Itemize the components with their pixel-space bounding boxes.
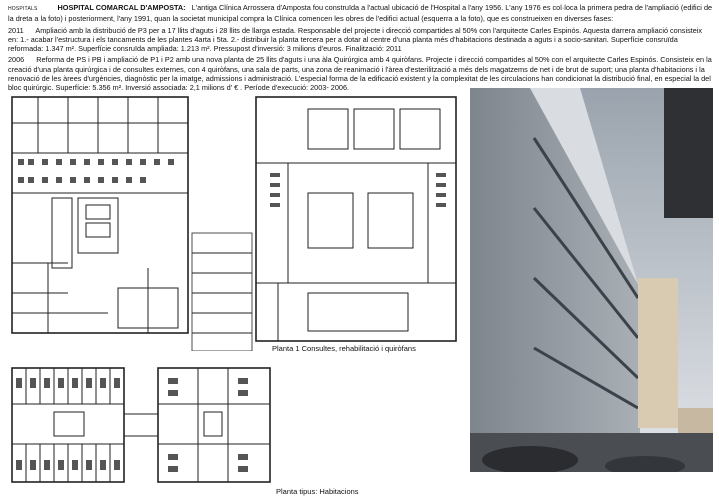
intro-text: L'antiga Clínica Arrossera d'Amposta fou construïda a l'actual ubicació de l'Hospital a l'any 1956. L'any 1976 es col·loca la primera pedra de l'ampliació (edifici de la dreta a la foto) i posteriorment, l'any 1991, quan la societat municipal compra la Clínica comencen les obres de l'edifici actual (esquerra a la foto), que es construeixen en diverses fases: [8, 3, 713, 24]
building-photo-drawing [470, 88, 713, 472]
project-title: HOSPITAL COMARCAL D'AMPOSTA: [57, 3, 186, 12]
floor-plan-2-drawing [8, 364, 278, 486]
phase-text: Reforma de PS i PB i ampliació de P1 i P2 amb una nova planta de 25 llits d'aguts i una àla Quirúrgica amb 4 quiròfans. Projecte i direcció compartides al 50% con el arquitecte Carles Espinós. Consisteix en la creació d'una planta quirúrgica i de consultes externes, con 4 quiròfans, una sala de parts, una zona de reanimació i l'àrea d'esterilització a més dels magatzems de net i de brut de suport; una planta d'habitacions i la renovació de les àrees d'urgències, diagnòstic per la imatge, admissions i administració. L'especial forma de la edificació existent y la complexitat de les circulacions han condicionat la distribució final, en especial la del bloc quirúrgic. Superfície: 5.356 m². Inversió associada: 2,1 milions d' € . Període d'execució: 2003- 2006. [8, 55, 712, 93]
floor-plan-1-drawing [8, 93, 463, 351]
phase-year: 2006 [8, 55, 25, 65]
plan2-caption: Planta tipus: Habitacions [276, 487, 359, 496]
floor-plan-2 [8, 364, 278, 486]
phase-text: Ampliació amb la distribució de P3 per a 17 llits d'aguts i 28 llits de llarga estada. Responsable del projecte i direcció compartides al 50% con l'arquitecte Carles Espinós. Aquesta darrera ampliació consisteix en: 1.- acabar l'estructura i els tancaments de les plantes 4arta i 5ta. 2.- distribuir la planta tercera per a dotar al centre d'una planta més d'habitacions destinada a aguts i a socio-sanitari. Superfície consruïda reformada: 1.347 m². Superfície consruïda ampliada: 1.213 m². Pressupost d'inversió: 3 milions d'euros. Finalització: 2011 [8, 25, 703, 54]
intro-paragraph [8, 3, 713, 24]
description-text [8, 3, 713, 95]
floor-plan-1 [8, 93, 463, 351]
category-tag: HOSPITALS [8, 6, 38, 12]
phase-year: 2011 [8, 25, 24, 35]
building-photo [470, 88, 713, 472]
phase-2011-paragraph [8, 26, 713, 54]
plan1-caption: Planta 1 Consultes, rehabilitació i quiròfans [272, 344, 416, 353]
